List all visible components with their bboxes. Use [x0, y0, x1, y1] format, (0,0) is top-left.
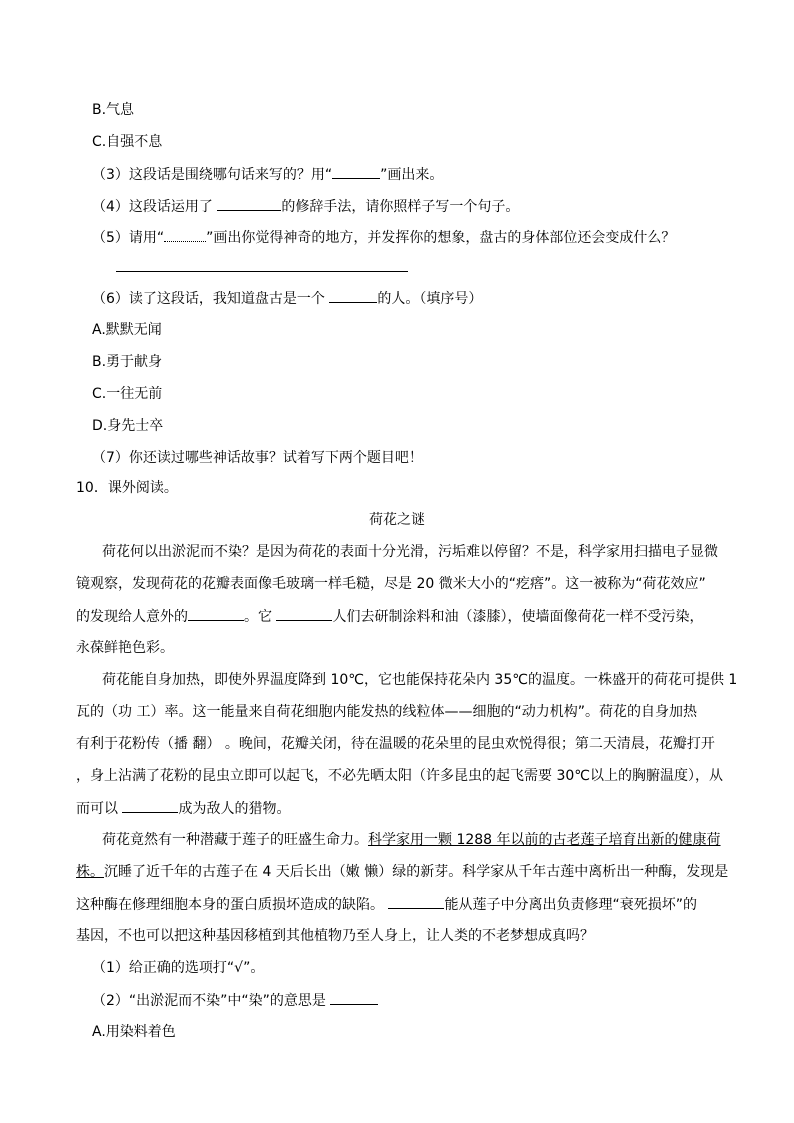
p3-underlined-sentence-a: 科学家用一颗 1288 年以前的古老莲子培育出新的健康荷 — [368, 832, 721, 848]
passage-p3-line1 — [102, 830, 721, 850]
question-4 — [92, 196, 519, 216]
question-5-text-b: ”画出你觉得神奇的地方，并发挥你的想象，盘古的身体部位还会变成什么？ — [206, 230, 676, 246]
q6-option-b: B.勇于献身 — [92, 354, 163, 370]
p1-line3-text-b: 。它 — [244, 609, 277, 625]
subquestion-2-option-a: A.用染料着色 — [92, 1024, 176, 1040]
passage-title: 荷花之谜 — [369, 512, 425, 528]
question-4-blank[interactable] — [217, 196, 281, 211]
passage-p1-line2: 镜观察，发现荷花的花瓣表面像毛玻璃一样毛糙，尽是 20 微米大小的“疙瘩”。这一被称为“荷花效应” — [76, 576, 706, 592]
question-7: （7）你还读过哪些神话故事？试着写下两个题目吧！ — [92, 450, 423, 466]
q6-option-d: D.身先士卒 — [92, 418, 164, 434]
q6-option-a: A.默默无闻 — [92, 322, 162, 338]
question-5 — [92, 228, 675, 248]
subquestion-2 — [92, 990, 378, 1010]
passage-p3-line2 — [76, 862, 728, 882]
passage-p1-line3 — [76, 606, 703, 626]
question-3-text-a: （3）这段话是围绕哪句话来写的？用“ — [92, 167, 333, 183]
question-5-answer-line[interactable] — [116, 271, 408, 272]
question-4-text-b: 的修辞手法，请你照样子写一个句子。 — [281, 199, 520, 215]
subquestion-1: （1）给正确的选项打“√”。 — [92, 960, 265, 976]
question-6-text-a: （6）读了这段话，我知道盘古是一个 — [92, 291, 330, 307]
subquestion-2-text: （2）“出淤泥而不染”中“染”的意思是 — [92, 993, 331, 1009]
p3-underlined-sentence-b: 株。 — [76, 864, 104, 880]
question-5-text-a: （5）请用“ — [92, 230, 165, 246]
p1-line3-text-c: 人们去研制涂料和油（漆膝），使墙面像荷花一样不受污染， — [332, 609, 704, 625]
question-3 — [92, 164, 443, 184]
passage-blank-2[interactable] — [276, 606, 332, 621]
p3-line1-text-a: 荷花竟然有一种潜藏于莲子的旺盛生命力。 — [102, 832, 368, 848]
q6-option-c: C.一往无前 — [92, 386, 163, 402]
question-10-heading: 10．课外阅读。 — [76, 480, 178, 496]
underline-mark-sample — [332, 164, 380, 179]
p1-line3-text-a: 的发现给人意外的 — [76, 609, 188, 625]
question-4-text-a: （4）这段话运用了 — [92, 199, 218, 215]
passage-p2-line4: ，身上沾满了花粉的昆虫立即可以起飞，不必先晒太阳（许多昆虫的起飞需要 30℃以上的胸腑温度），从 — [76, 768, 723, 784]
passage-p1-line4: 永葆鲜艳色彩。 — [76, 640, 174, 656]
p2-line5-text-a: 而可以 — [76, 801, 123, 817]
question-6 — [92, 288, 482, 308]
passage-blank-1[interactable] — [188, 606, 244, 621]
question-6-blank[interactable] — [329, 288, 377, 303]
passage-blank-4[interactable] — [388, 894, 444, 909]
question-6-text-b: 的人。（填序号） — [377, 291, 483, 307]
p3-line3-text-a: 这种酶在修理细胞本身的蛋白质损坏造成的缺陷。 — [76, 897, 389, 913]
passage-p2-line1: 荷花能自身加热，即使外界温度降到 10℃，它也能保持花朵内 35℃的温度。一株盛开的荷花可提供 1 — [102, 672, 738, 688]
p3-line2-text: 沉睡了近千年的古莲子在 4 天后长出（嫩 懒）绿的新芽。科学家从千年古莲中离析出一种酶，发现是 — [104, 864, 729, 880]
passage-p3-line3 — [76, 894, 697, 914]
passage-p3-line4: 基因，不也可以把这种基因移植到其他植物乃至人身上，让人类的不老梦想成真吗？ — [76, 928, 594, 944]
p2-line5-text-b: 成为敌人的猎物。 — [178, 801, 291, 817]
passage-p1-line1: 荷花何以出淤泥而不染？是因为荷花的表面十分光滑，污垢难以停留？不是，科学家用扫描电子显微 — [102, 544, 718, 560]
option-c: C.自强不息 — [92, 134, 163, 150]
passage-p2-line2: 瓦的（功 工）率。这一能量来自荷花细胞内能发热的线粒体——细胞的“动力机构”。荷花的自身加热 — [76, 704, 697, 720]
p3-line3-text-b: 能从莲子中分离出负责修理“衰死损坏”的 — [444, 897, 697, 913]
passage-p2-line3: 有利于花粉传（播 翻） 。晚间，花瓣关闭，待在温暖的花朵里的昆虫欢悦得很；第二天清晨，花瓣打开 — [76, 736, 715, 752]
subquestion-2-blank[interactable] — [330, 990, 378, 1005]
question-3-text-b: ”画出来。 — [380, 167, 444, 183]
passage-blank-3[interactable] — [122, 798, 178, 813]
wavy-line-mark-sample — [164, 229, 206, 242]
passage-p2-line5 — [76, 798, 290, 818]
option-b: B.气息 — [92, 102, 135, 118]
